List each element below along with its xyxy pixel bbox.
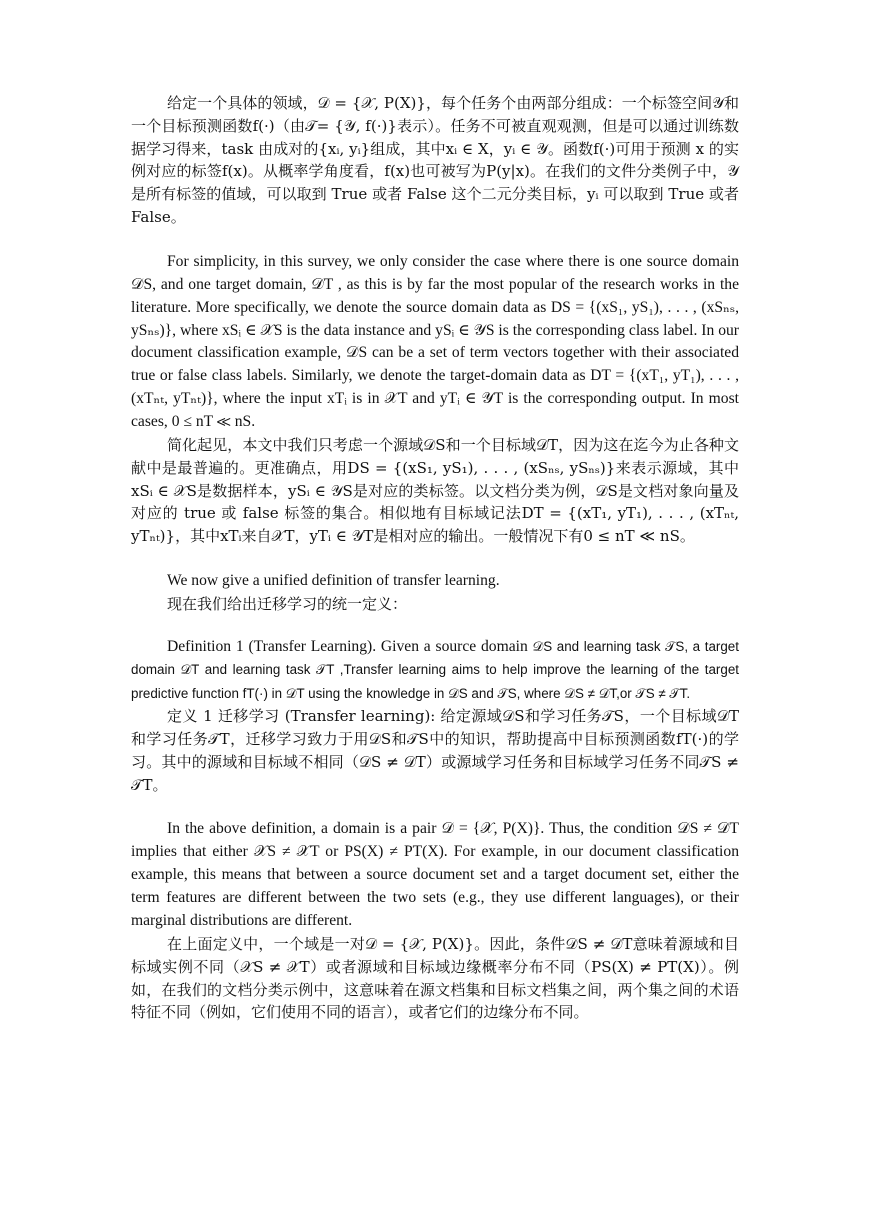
paragraph-above-definition-zh: 在上面定义中，一个域是一对𝒟 = {𝒳, P(X)}。因此，条件𝒟S ≠ 𝒟T意味着源域和目标域实例不同（𝒳S ≠ 𝒳T）或者源域和目标域边缘概率分布不同（PS(X) ≠ PT(X)）。例如，在我们的文档分类示例中，这意味着在源文档集和目标文档集之间，两个集之间的术语特征不同（例如，它们使用不同的语言），或者它们的边缘分布不同。 bbox=[131, 934, 739, 1022]
paragraph-unified-definition-zh: 现在我们给出迁移学习的统一定义： bbox=[167, 594, 408, 613]
paragraph-unified-definition-en: We now give a unified definition of transfer learning. bbox=[167, 572, 500, 590]
spacer bbox=[131, 796, 739, 818]
paragraph-definition-1-zh: 定义 1 迁移学习 (Transfer learning): 给定源域𝒟S和学习任务𝒯S，一个目标域𝒟T和学习任务𝒯T，迁移学习致力于用𝒟S和𝒯S中的知识，帮助提高中目标预测函数fT(·)的学习。其中的源域和目标域不相同（𝒟S ≠ 𝒟T）或源域学习任务和目标域学习任务不同𝒯S ≠ 𝒯T。 bbox=[131, 707, 739, 794]
definition-1-body: 𝒟S and learning task 𝒯S, a target domain 𝒟T and learning task 𝒯T ,Transfer learning aims to help improve the learning of the target predictive function fT(·) in 𝒟T using the knowledge in 𝒟S and 𝒯S, where 𝒟S ≠ 𝒟T,or 𝒯S ≠ 𝒯T. bbox=[131, 638, 739, 701]
spacer bbox=[131, 229, 739, 251]
paragraph-simplicity-zh: 简化起见，本文中我们只考虑一个源域𝒟S和一个目标域𝒟T，因为这在迄今为止各种文献中是最普遍的。更准确点，用DS = {(xS₁, yS₁), . . . , (xSₙₛ, ySₙₛ)}来表示源域，其中xSᵢ ∈ 𝒳S是数据样本，ySᵢ ∈ 𝒴S是对应的类标签。以文档分类为例，𝒟S是文档对象向量及对应的 true 或 false 标签的集合。相似地有目标域记法DT = {(xT₁, yT₁), . . . , (xTₙₜ, yTₙₜ)}，其中xTᵢ来自𝒳T，yTᵢ ∈ 𝒴T是相对应的输出。一般情况下有0 ≤ nT ≪ nS。 bbox=[131, 436, 739, 546]
definition-1-lead: Definition 1 (Transfer Learning). Given a source domain bbox=[167, 637, 533, 655]
paragraph-definition-1-en bbox=[131, 635, 739, 706]
paragraph-simplicity-en: For simplicity, in this survey, we only consider the case where there is one source domain 𝒟S, and one target domain, 𝒟T , as this is by far the most popular of the research works in the literature. More specifically, we denote the source domain data as DS = {(xS₁, yS₁), . . . , (xSₙₛ, ySₙₛ)}, where xSᵢ ∈ 𝒳S is the data instance and ySᵢ ∈ 𝒴S is the corresponding class label. In our document classification example, 𝒟S can be a set of term vectors together with their associated true or false class labels. Similarly, we denote the target-domain data as DT = {(xT₁, yT₁), . . . , (xTₙₜ, yTₙₜ)}, where the input xTᵢ is in 𝒳T and yTᵢ ∈ 𝒴T is the corresponding output. In most cases, 0 ≤ nT ≪ nS. bbox=[131, 252, 739, 431]
paragraph-domain-definition-zh: 给定一个具体的领域，𝒟 = {𝒳, P(X)}，每个任务个由两部分组成：一个标签空间𝒴和一个目标预测函数f(·)（由𝒯= {𝒴, f(·)}表示）。任务不可被直观观测，但是可以通过训练数据学习得来，task 由成对的{xᵢ, yᵢ}组成，其中xᵢ ∈ X，yᵢ ∈ 𝒴。函数f(·)可用于预测 x 的实例对应的标签f(x)。从概率学角度看，f(x)也可被写为P(y|x)。在我们的文件分类例子中，𝒴是所有标签的值域，可以取到 True 或者 False 这个二元分类目标，yᵢ 可以取到 True 或者 False。 bbox=[131, 94, 739, 226]
spacer bbox=[131, 616, 739, 635]
document-page bbox=[131, 92, 739, 1024]
spacer bbox=[131, 548, 739, 570]
paragraph-above-definition-en: In the above definition, a domain is a pair 𝒟 = {𝒳, P(X)}. Thus, the condition 𝒟S ≠ 𝒟T implies that either 𝒳S ≠ 𝒳T or PS(X) ≠ PT(X). For example, in our document classification example, this means that between a source document set and a target document set, either the term features are different between the two sets (e.g., they use different languages), or their marginal distributions are different. bbox=[131, 820, 739, 930]
